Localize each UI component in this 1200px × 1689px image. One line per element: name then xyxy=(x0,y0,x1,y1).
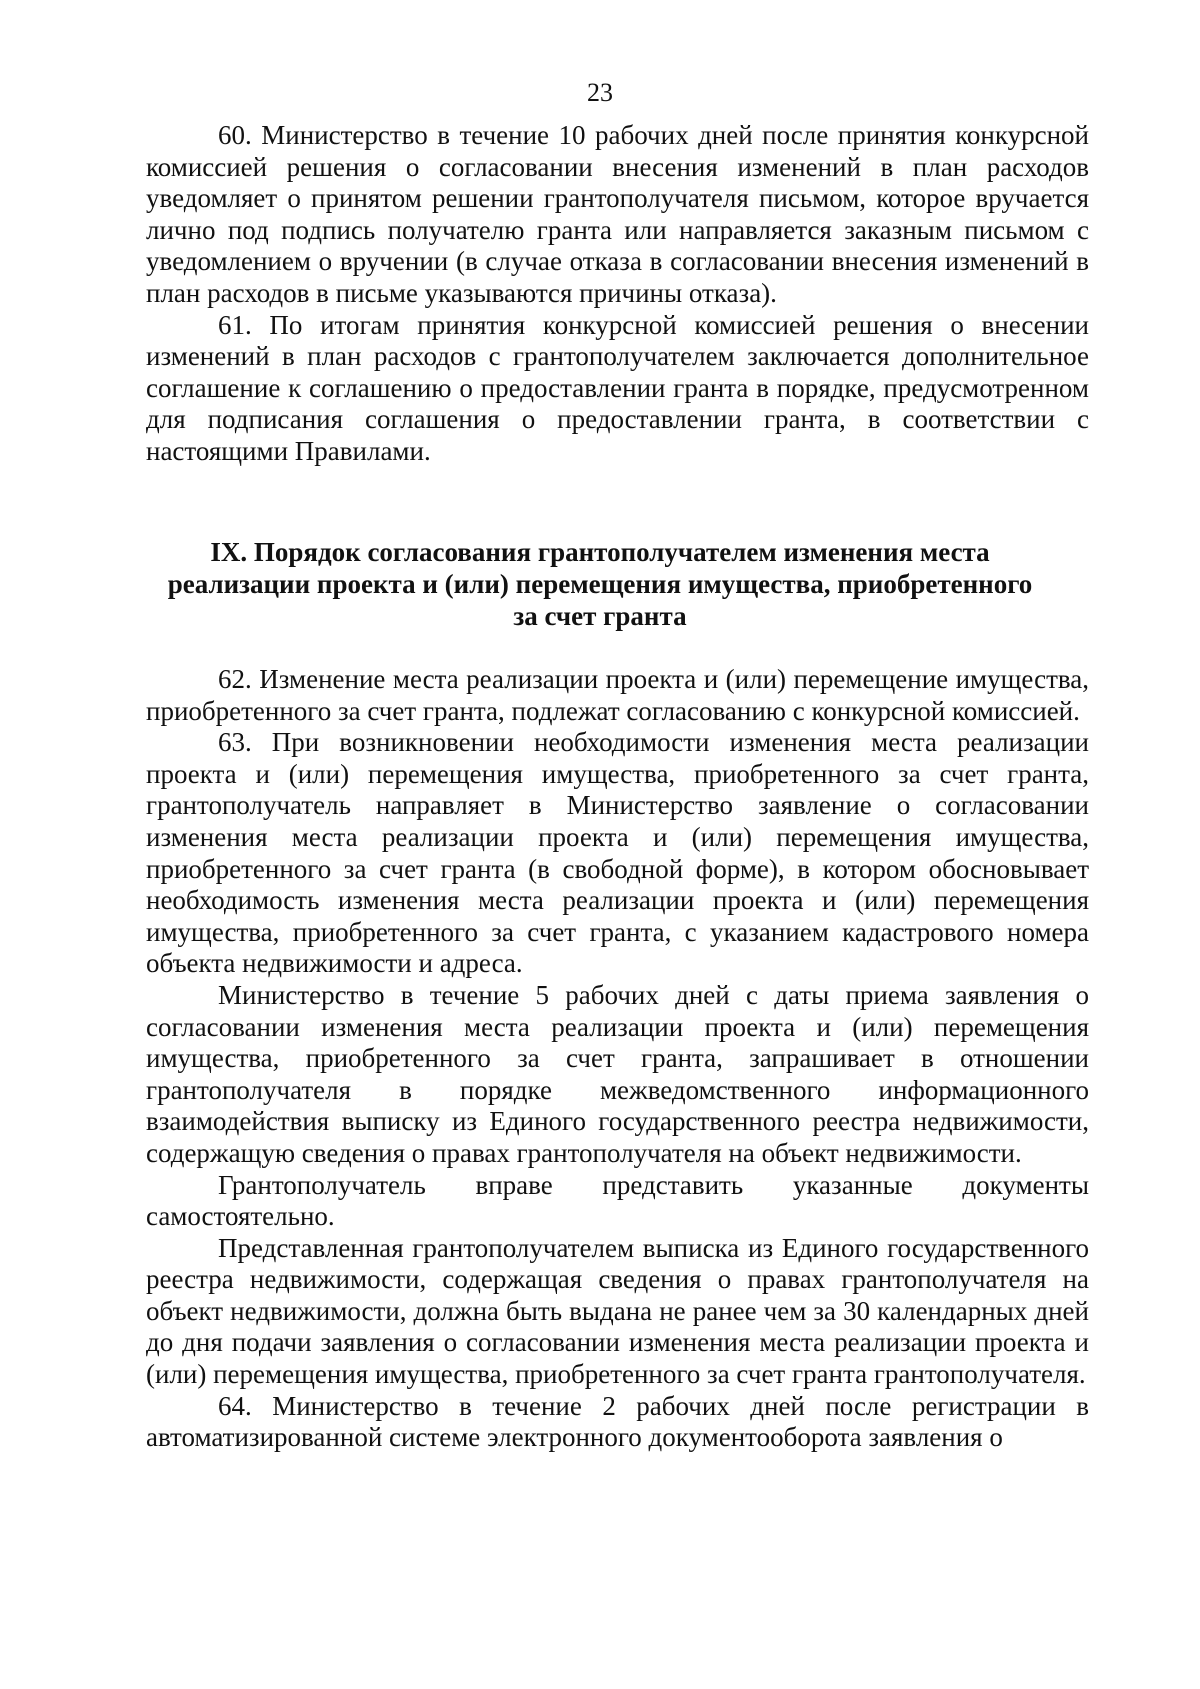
page-number: 23 xyxy=(587,78,613,107)
paragraph-62: 62. Изменение места реализации проекта и (или) перемещение имущества, приобретенного за счет гранта, подлежат согласованию с конкурсной комиссией. xyxy=(146,664,1089,726)
section-heading xyxy=(120,536,1080,632)
text-block-after-heading xyxy=(146,664,1089,1454)
text-block-before-heading xyxy=(146,120,1089,468)
paragraph-60: 60. Министерство в течение 10 рабочих дней после принятия конкурсной комиссией решения о согласовании внесения изменений в план расходов уведомляет о принятом решении грантополучателя письмом, которое вручается лично под подпись получателю гранта или направляется заказным письмом с уведомлением о вручении (в случае отказа в согласовании внесения изменений в план расходов в письме указываются причины отказа). xyxy=(146,120,1089,308)
paragraph-61: 61. По итогам принятия конкурсной комиссией решения о внесении изменений в план расходов с грантополучателем заключается дополнительное соглашение к соглашению о предоставлении гранта в порядке, предусмотренном для подписания соглашения о предоставлении гранта, в соответствии с настоящими Правилами. xyxy=(146,309,1089,466)
paragraph-63-ministry-request: Министерство в течение 5 рабочих дней с даты приема заявления о согласовании изменения места реализации проекта и (или) перемещения имущества, приобретенного за счет гранта, запрашивает в отношении грантополучателя в порядке межведомственного информационного взаимодействия выписку из Единого государственного реестра недвижимости, содержащую сведения о правах грантополучателя на объект недвижимости. xyxy=(146,979,1089,1168)
section-heading-line: IX. Порядок согласования грантополучателем изменения места xyxy=(210,537,990,567)
paragraph-63-self-submission: Грантополучатель вправе представить указанные документы самостоятельно. xyxy=(146,1169,1089,1232)
section-heading-line: реализации проекта и (или) перемещения имущества, приобретенного xyxy=(167,569,1033,599)
paragraph-63-extract-validity: Представленная грантополучателем выписка из Единого государственного реестра недвижимости, содержащая сведения о правах грантополучателя на объект недвижимости, должна быть выдана не ранее чем за 30 календарных дней до дня подачи заявления о согласовании изменения места реализации проекта и (или) перемещения имущества, приобретенного за счет гранта грантополучателя. xyxy=(146,1232,1089,1390)
paragraph-64: 64. Министерство в течение 2 рабочих дней после регистрации в автоматизированной системе электронного документооборота заявления о xyxy=(146,1390,1089,1453)
section-heading-line: за счет гранта xyxy=(513,601,687,631)
paragraph-63: 63. При возникновении необходимости изменения места реализации проекта и (или) перемещения имущества, приобретенного за счет гранта, грантополучатель направляет в Министерство заявление о согласовании изменения места реализации проекта и (или) перемещения имущества, приобретенного за счет гранта (в свободной форме), в котором обосновывает необходимость изменения места реализации проекта и (или) перемещения имущества, приобретенного за счет гранта, с указанием кадастрового номера объекта недвижимости и адреса. xyxy=(146,727,1089,979)
